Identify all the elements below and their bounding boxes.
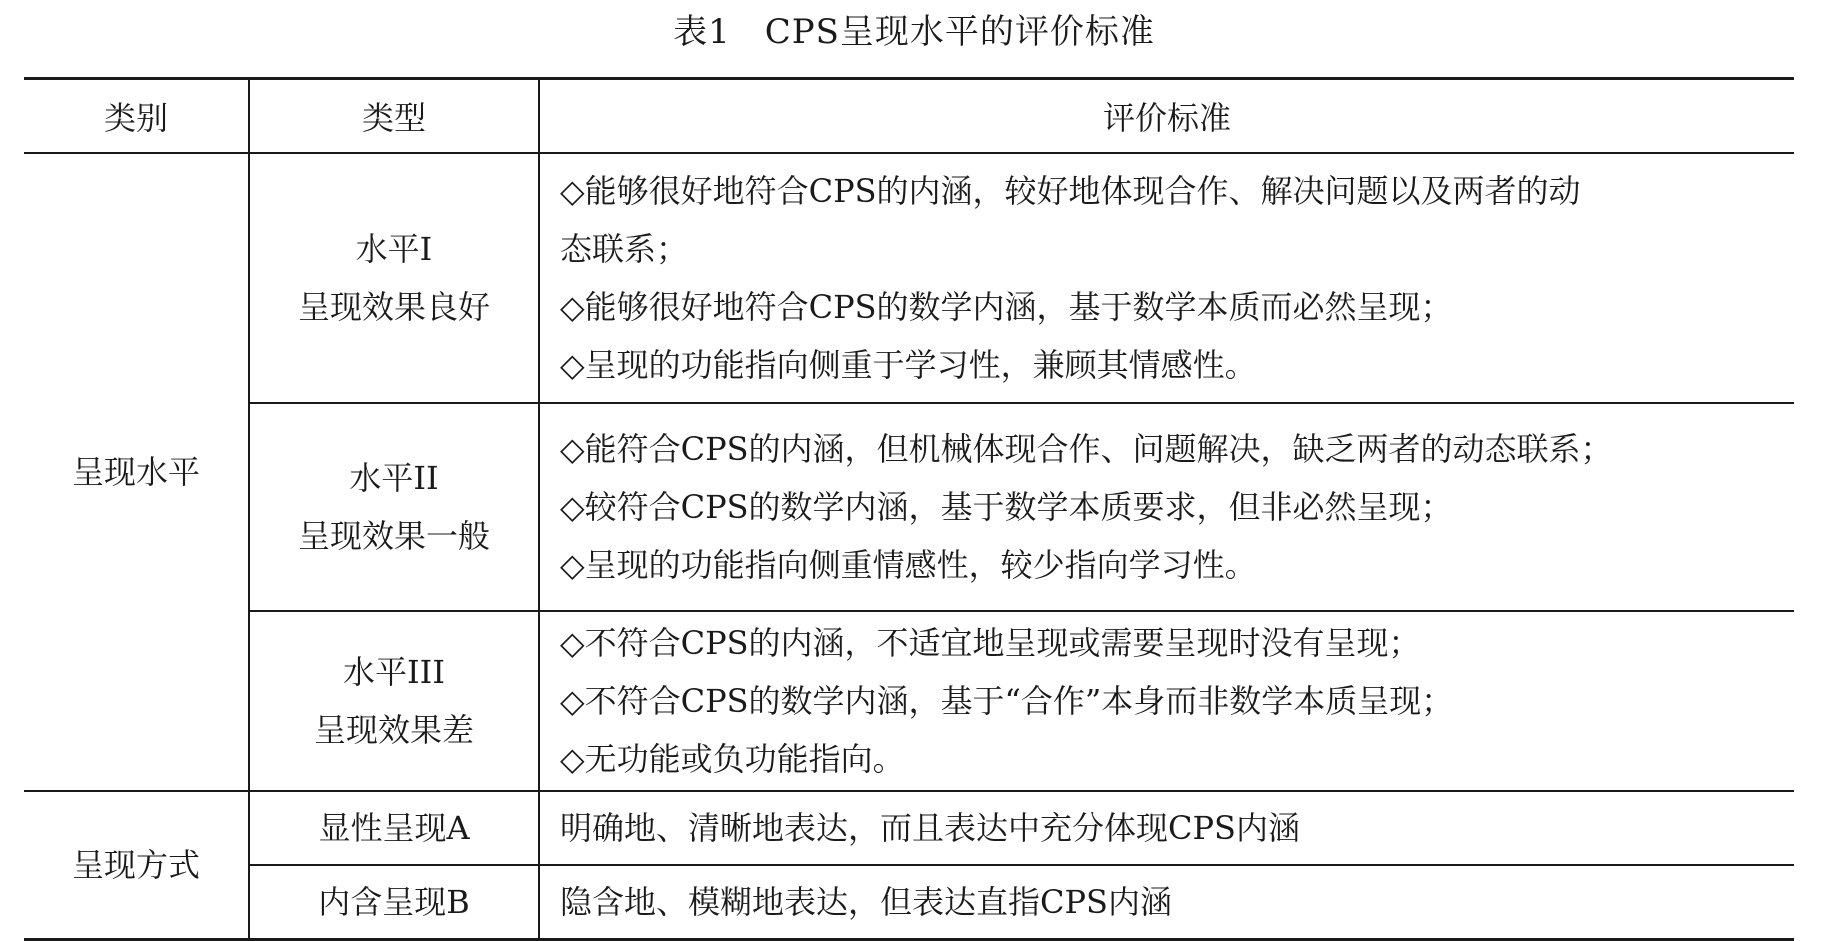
type-desc: 呈现效果良好 [297, 288, 490, 326]
table-row [24, 403, 1794, 611]
category-cell-level: 呈现水平 [71, 453, 200, 491]
type-desc: 呈现效果差 [313, 711, 474, 749]
type-cell [249, 403, 539, 611]
table-row [24, 611, 1794, 791]
criteria-line: ◇能够很好地符合CPS的数学内涵，基于数学本质而必然呈现； [560, 288, 1453, 326]
criteria-cell [539, 403, 1794, 611]
type-cell: 显性呈现A [249, 791, 539, 865]
header-criteria: 评价标准 [539, 79, 1794, 154]
type-cell [249, 153, 539, 403]
type-cell: 内含呈现B [249, 865, 539, 940]
criteria-line: ◇无功能或负功能指向。 [560, 740, 905, 778]
type-label: 水平I [355, 230, 433, 268]
criteria-cell [539, 611, 1794, 791]
table-number: 表1 [673, 12, 731, 52]
criteria-line: ◇不符合CPS的数学内涵，基于“合作”本身而非数学本质呈现； [560, 682, 1454, 720]
criteria-line: ◇能符合CPS的内涵，但机械体现合作、问题解决，缺乏两者的动态联系； [560, 430, 1613, 468]
criteria-line: ◇能够很好地符合CPS的内涵，较好地体现合作、解决问题以及两者的动 [560, 172, 1581, 210]
header-type: 类型 [249, 79, 539, 154]
evaluation-table [24, 77, 1794, 941]
table-caption [0, 8, 1828, 56]
criteria-cell: 明确地、清晰地表达，而且表达中充分体现CPS内涵 [539, 791, 1794, 865]
header-row [24, 79, 1794, 154]
table-row [24, 153, 1794, 403]
criteria-line: ◇较符合CPS的数学内涵，基于数学本质要求，但非必然呈现； [560, 488, 1453, 526]
table-row [24, 791, 1794, 865]
type-cell [249, 611, 539, 791]
header-category: 类别 [24, 79, 249, 154]
criteria-line: ◇呈现的功能指向侧重于学习性，兼顾其情感性。 [560, 346, 1257, 384]
table-title: CPS呈现水平的评价标准 [764, 12, 1155, 52]
table-row [24, 865, 1794, 940]
criteria-line: ◇不符合CPS的内涵，不适宜地呈现或需要呈现时没有呈现； [560, 624, 1421, 662]
category-cell-mode: 呈现方式 [24, 791, 249, 940]
criteria-cell: 隐含地、模糊地表达，但表达直指CPS内涵 [539, 865, 1794, 940]
type-label: 水平II [349, 459, 439, 497]
type-desc: 呈现效果一般 [297, 517, 490, 555]
type-label: 水平III [343, 653, 445, 691]
criteria-line: ◇呈现的功能指向侧重情感性，较少指向学习性。 [560, 546, 1257, 584]
criteria-line: 态联系； [560, 230, 689, 268]
criteria-cell [539, 153, 1794, 403]
